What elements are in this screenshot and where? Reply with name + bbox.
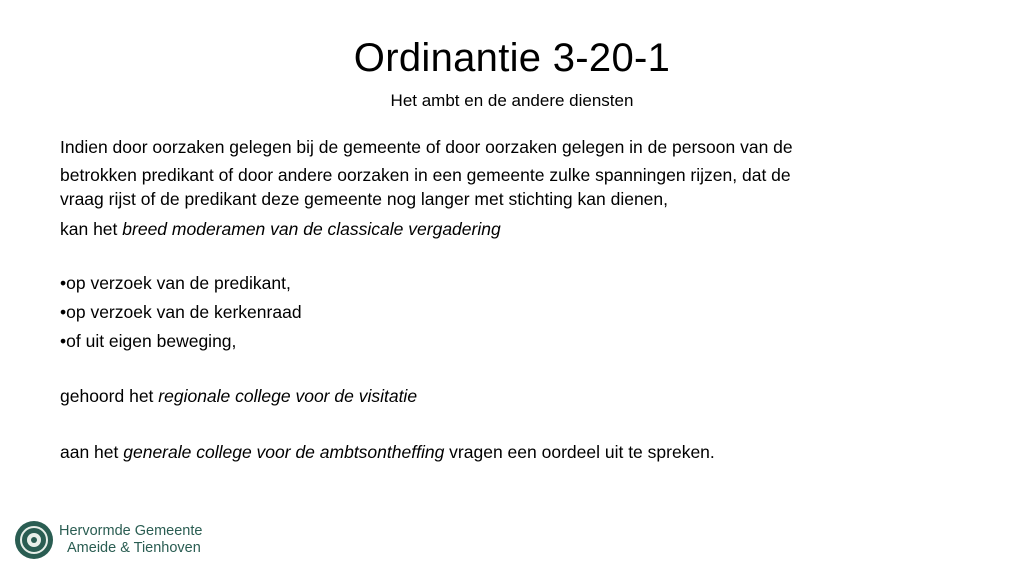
intro-line-3: vraag rijst of de predikant deze gemeente nog langer met stichting kan dienen,	[60, 189, 669, 209]
logo-text	[59, 523, 202, 557]
logo-line-1: Hervormde Gemeente	[59, 523, 203, 539]
heard-body: regionale college voor de visitatie	[158, 386, 418, 406]
heard-paragraph	[60, 384, 970, 408]
authority-prefix: kan het	[60, 219, 123, 239]
request-paragraph	[60, 440, 970, 464]
church-logo	[15, 520, 202, 560]
list-item: •op verzoek van de kerkenraad	[60, 302, 302, 322]
request-body: generale college voor de ambtsontheffing	[123, 442, 445, 462]
slide-subtitle: Het ambt en de andere diensten	[390, 91, 634, 110]
request-prefix: aan het	[60, 442, 124, 462]
bullet-list	[60, 269, 970, 356]
request-suffix: vragen een oordeel uit te spreken.	[444, 442, 715, 462]
church-seal-icon	[15, 521, 53, 559]
intro-paragraph	[60, 135, 970, 211]
intro-line-1: Indien door oorzaken gelegen bij de gemeente of door oorzaken gelegen in de persoon van de	[60, 137, 793, 157]
authority-paragraph	[60, 217, 970, 241]
list-item: •of uit eigen beweging,	[60, 331, 237, 351]
intro-line-2: betrokken predikant of door andere oorzaken in een gemeente zulke spanningen rijzen, dat de	[60, 165, 791, 185]
heard-prefix: gehoord het	[60, 386, 159, 406]
list-item: •op verzoek van de predikant,	[60, 273, 291, 293]
authority-name: breed moderamen van de classicale vergadering	[122, 219, 501, 239]
slide-body	[60, 135, 970, 464]
slide-title: Ordinantie 3-20-1	[353, 36, 671, 80]
logo-line-2: Ameide & Tienhoven	[67, 540, 201, 556]
